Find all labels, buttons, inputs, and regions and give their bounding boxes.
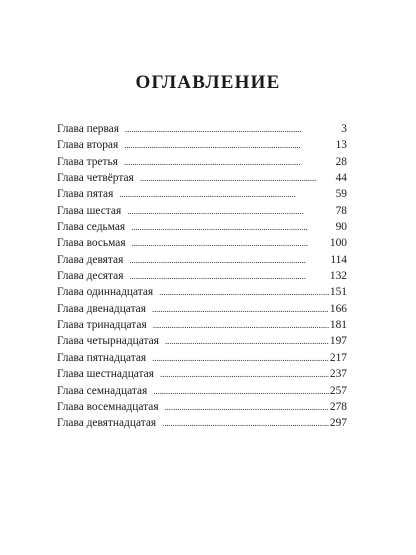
toc-page-number: 100	[329, 237, 347, 250]
toc-page-number: 44	[335, 172, 347, 185]
dot-leader	[119, 186, 334, 202]
toc-chapter-title: Глава восьмая	[57, 237, 126, 250]
dot-leader	[124, 137, 334, 153]
toc-chapter-title: Глава седьмая	[57, 221, 126, 234]
toc-chapter-title: Глава пятая	[57, 188, 114, 201]
toc-chapter-title: Глава вторая	[57, 139, 119, 152]
toc-entry[interactable]	[57, 399, 347, 415]
toc-chapter-title: Глава четырнадцатая	[57, 335, 159, 348]
toc-page-number: 132	[329, 270, 347, 283]
toc-chapter-title: Глава семнадцатая	[57, 384, 148, 397]
toc-page-number: 217	[329, 351, 347, 364]
toc-chapter-title: Глава третья	[57, 155, 118, 168]
dot-leader	[162, 415, 329, 431]
table-of-contents	[57, 121, 347, 432]
dot-leader	[140, 170, 335, 186]
toc-page-number: 114	[330, 253, 347, 266]
toc-entry[interactable]	[57, 383, 347, 399]
toc-page-number: 237	[329, 368, 347, 381]
dot-leader	[129, 252, 329, 268]
toc-chapter-title: Глава десятая	[57, 270, 124, 283]
dot-leader	[159, 284, 329, 300]
toc-entry[interactable]	[57, 268, 347, 284]
toc-page-number: 297	[329, 417, 347, 430]
toc-page-number: 257	[329, 384, 347, 397]
toc-chapter-title: Глава восемнадцатая	[57, 400, 159, 413]
toc-page-number: 166	[329, 302, 347, 315]
toc-entry[interactable]	[57, 137, 347, 153]
dot-leader	[152, 350, 329, 366]
toc-chapter-title: Глава пятнадцатая	[57, 351, 147, 364]
toc-entry[interactable]	[57, 415, 347, 431]
dot-leader	[160, 366, 329, 382]
dot-leader	[131, 219, 334, 235]
page-title: ОГЛАВЛЕНИЕ	[135, 72, 281, 93]
toc-chapter-title: Глава четвёртая	[57, 172, 134, 185]
dot-leader	[132, 235, 329, 251]
toc-chapter-title: Глава тринадцатая	[57, 319, 147, 332]
toc-page-number: 13	[335, 139, 347, 152]
toc-chapter-title: Глава двенадцатая	[57, 302, 146, 315]
toc-entry[interactable]	[57, 252, 347, 268]
dot-leader	[153, 317, 329, 333]
dot-leader	[165, 333, 329, 349]
toc-entry[interactable]	[57, 333, 347, 349]
toc-entry[interactable]	[57, 219, 347, 235]
dot-leader	[152, 301, 329, 317]
toc-entry[interactable]	[57, 203, 347, 219]
toc-entry[interactable]	[57, 186, 347, 202]
dot-leader	[127, 203, 334, 219]
toc-entry[interactable]	[57, 301, 347, 317]
dot-leader	[124, 154, 335, 170]
toc-page-number: 278	[329, 400, 347, 413]
toc-page-number: 181	[329, 319, 347, 332]
toc-chapter-title: Глава девятнадцатая	[57, 417, 157, 430]
toc-entry[interactable]	[57, 317, 347, 333]
toc-chapter-title: Глава девятая	[57, 253, 124, 266]
toc-page-number: 197	[329, 335, 347, 348]
dot-leader	[153, 383, 329, 399]
toc-page-number: 28	[335, 155, 347, 168]
toc-entry[interactable]	[57, 284, 347, 300]
toc-entry[interactable]	[57, 154, 347, 170]
toc-page-number: 78	[335, 204, 347, 217]
toc-chapter-title: Глава одиннадцатая	[57, 286, 154, 299]
toc-entry[interactable]	[57, 235, 347, 251]
dot-leader	[125, 121, 340, 137]
toc-chapter-title: Глава первая	[57, 123, 119, 135]
dot-leader	[129, 268, 328, 284]
toc-chapter-title: Глава шестнадцатая	[57, 368, 154, 381]
toc-entry[interactable]	[57, 366, 347, 382]
toc-page-number: 151	[329, 286, 347, 299]
toc-chapter-title: Глава шестая	[57, 204, 122, 217]
toc-entry[interactable]	[57, 121, 347, 137]
toc-entry[interactable]	[57, 350, 347, 366]
toc-page-number: 59	[335, 188, 347, 201]
toc-page-number: 90	[335, 221, 347, 234]
toc-entry[interactable]	[57, 170, 347, 186]
toc-page-number: 3	[341, 123, 347, 135]
dot-leader	[165, 399, 329, 415]
